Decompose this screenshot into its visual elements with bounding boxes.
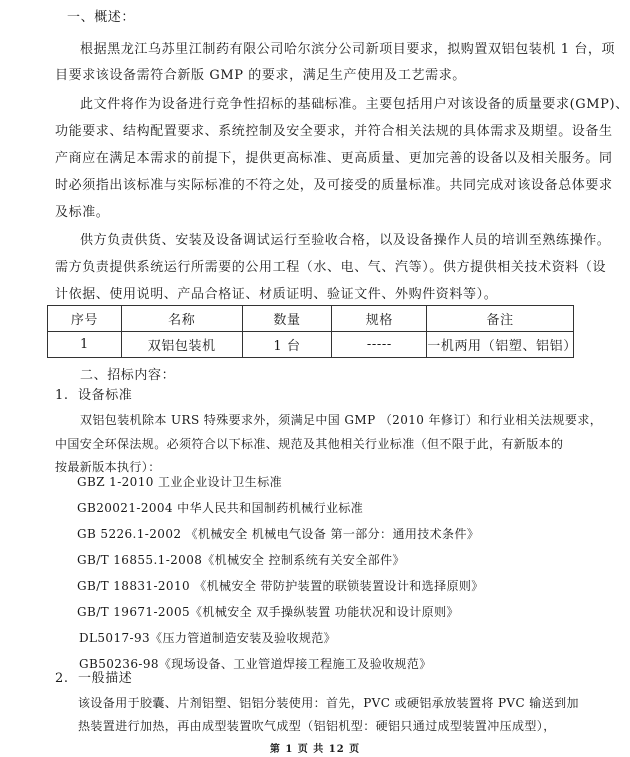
subsection-title-general-description: 一般描述 xyxy=(78,671,133,686)
section-heading-overview: 一、概述： xyxy=(67,10,136,25)
section-heading-bidding-content: 二、招标内容： xyxy=(80,368,176,383)
paragraph-line: 热装置进行加热，再由成型装置吹气成型（铝铝机型：硬铝只通过成型装置冲压成型）， xyxy=(78,719,556,733)
column-header-name: 名称 xyxy=(121,306,242,332)
standard-item: GB20021-2004 中华人民共和国制药机械行业标准 xyxy=(77,501,364,515)
cell-name: 双铝包装机 xyxy=(121,332,242,358)
paragraph-line: 需方负责提供系统运行所需要的公用工程（水、电、气、汽等）。供方提供相关技术资料（设 xyxy=(55,260,607,275)
standard-item: GB/T 16855.1-2008《机械安全 控制系统有关安全部件》 xyxy=(77,553,405,567)
subsection-title-equipment-standards: 设备标准 xyxy=(78,388,133,403)
column-header-index: 序号 xyxy=(48,306,122,332)
standard-item: DL5017-93《压力管道制造安装及验收规范》 xyxy=(79,631,337,645)
standard-item: GB/T 18831-2010 《机械安全 带防护装置的联锁装置设计和选择原则》 xyxy=(77,579,484,593)
paragraph-line: 产商应在满足本需求的前提下，提供更高标准、更高质量、更加完善的设备以及相关服务。同 xyxy=(55,151,613,166)
cell-spec: ----- xyxy=(332,332,427,358)
paragraph-line: 中国安全环保法规。必须符合以下标准、规范及其他相关行业标准（但不限于此，有新版本的 xyxy=(55,437,564,451)
paragraph-line: 双铝包装机除本 URS 特殊要求外，须满足中国 GMP （2010 年修订）和行业相关法规要求， xyxy=(80,413,603,427)
standard-item: GB50236-98《现场设备、工业管道焊接工程施工及验收规范》 xyxy=(79,657,432,671)
standard-item: GB 5226.1-2002 《机械安全 机械电气设备 第一部分：通用技术条件》 xyxy=(77,527,480,541)
cell-quantity: 1 台 xyxy=(242,332,332,358)
paragraph-line: 供方负责供货、安装及设备调试运行至验收合格，以及设备操作人员的培训至熟练操作。 xyxy=(80,233,611,248)
paragraph-line: 该设备用于胶囊、片剂铝塑、铝铝分装使用：首先，PVC 或硬铝承放装置将 PVC 输送到加 xyxy=(78,696,579,710)
standard-item: GB/T 19671-2005《机械安全 双手操纵装置 功能状况和设计原则》 xyxy=(77,605,459,619)
paragraph-line: 计依据、使用说明、产品合格证、材质证明、验证文件、外购件资料等）。 xyxy=(55,287,498,302)
cell-index: 1 xyxy=(48,332,122,358)
column-header-quantity: 数量 xyxy=(242,306,332,332)
equipment-table xyxy=(47,305,577,358)
column-header-remarks: 备注 xyxy=(427,306,574,332)
paragraph-line: 功能要求、结构配置要求、系统控制及安全要求，并符合相关法规的具体需求及期望。设备生 xyxy=(55,124,613,139)
paragraph-line: 时必须指出该标准与实际标准的不符之处，及可接受的质量标准。共同完成对该设备总体要求 xyxy=(55,178,613,193)
standard-item: GBZ 1-2010 工业企业设计卫生标准 xyxy=(77,475,283,489)
subsection-number: 1. xyxy=(55,388,69,403)
page-number-footer: 第 1 页 共 12 页 xyxy=(269,744,361,755)
cell-remarks: 一机两用（铝塑、铝铝） xyxy=(427,332,574,358)
paragraph-line: 此文件将作为设备进行竞争性招标的基础标准。主要包括用户对该设备的质量要求(GMP)、 xyxy=(80,97,629,112)
table-row xyxy=(48,332,574,358)
paragraph-line: 按最新版本执行）： xyxy=(55,460,161,474)
paragraph-line: 目要求该设备需符合新版 GMP 的要求，满足生产使用及工艺需求。 xyxy=(55,68,466,83)
table-header-row xyxy=(48,306,574,332)
paragraph-line: 及标准。 xyxy=(55,205,110,220)
subsection-number: 2. xyxy=(55,671,69,686)
paragraph-line: 根据黑龙江乌苏里江制药有限公司哈尔滨分公司新项目要求，拟购置双铝包装机 1 台，项 xyxy=(80,42,616,57)
column-header-spec: 规格 xyxy=(332,306,427,332)
